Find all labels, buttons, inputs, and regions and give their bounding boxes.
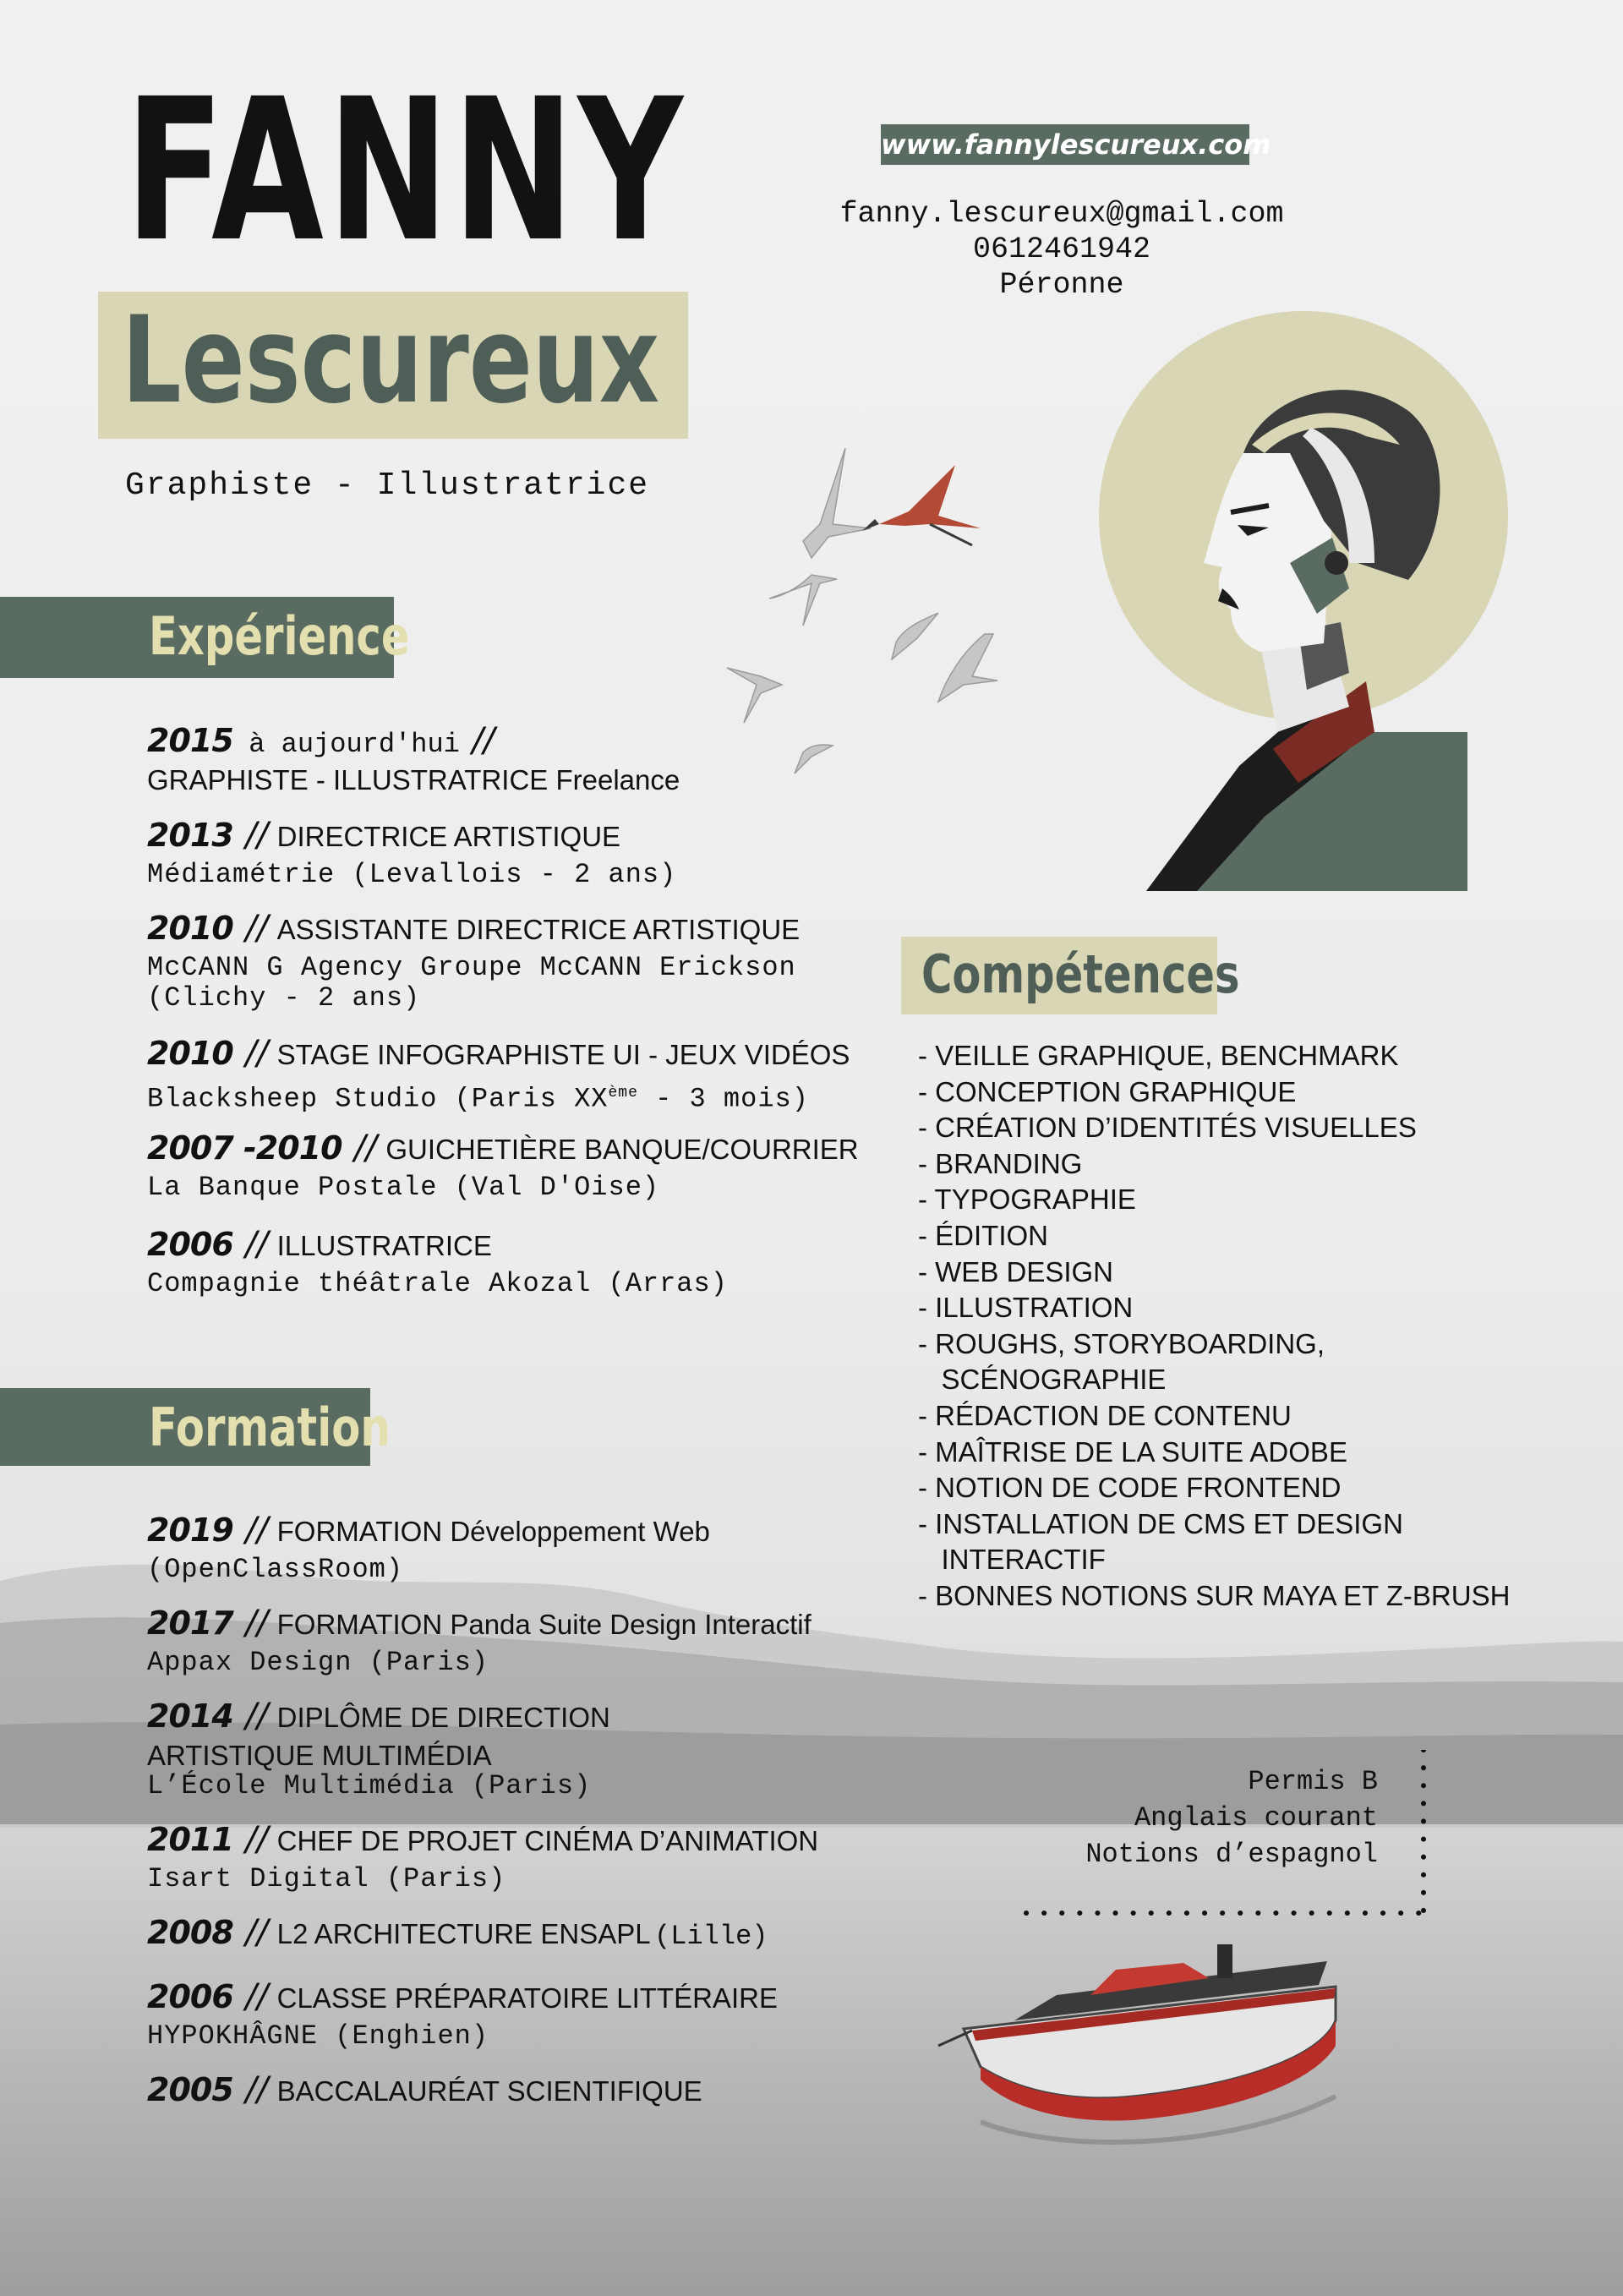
entry-year: 2006 <box>147 1978 233 2015</box>
skill-item: - NOTION DE CODE FRONTEND <box>918 1472 1342 1504</box>
entry-year: 2019 <box>147 1512 233 1549</box>
skill-item: - BONNES NOTIONS SUR MAYA ET Z-BRUSH <box>918 1579 1511 1611</box>
entry-separator: // <box>245 1225 269 1264</box>
entry-year: 2015 <box>147 722 233 759</box>
entry-separator: // <box>353 1129 377 1167</box>
entry-separator: // <box>245 1977 269 2016</box>
entry-role: FORMATION Panda Suite Design Interactif <box>276 1609 812 1640</box>
skill-item: - CONCEPTION GRAPHIQUE <box>918 1075 1297 1107</box>
email-text[interactable]: fanny.lescureux@gmail.com <box>839 197 1284 231</box>
experience-entry-2006 <box>147 1227 874 1299</box>
experience-entry-2010-stage <box>147 1036 874 1115</box>
entry-school: Isart Digital (Paris) <box>147 1863 506 1894</box>
formation-title: Formation <box>149 1397 391 1458</box>
entry-year: 2005 <box>147 2071 233 2108</box>
competences-title: Compétences <box>921 943 1240 1005</box>
entry-separator: // <box>245 2070 269 2109</box>
formation-entry-2017 <box>147 1606 874 1678</box>
last-name: Lescureux <box>122 291 660 430</box>
dotted-frame <box>1019 1750 1434 1919</box>
experience-title: Expérience <box>149 605 410 667</box>
first-name: FANNY <box>125 57 687 285</box>
entry-separator: // <box>245 1511 269 1550</box>
entry-year: 2014 <box>147 1697 233 1735</box>
skill-item: - RÉDACTION DE CONTENU <box>918 1399 1292 1431</box>
formation-entry-2006 <box>147 1977 874 2052</box>
entry-separator: // <box>245 1820 269 1859</box>
entry-role: DIPLÔME DE DIRECTION <box>276 1702 610 1733</box>
experience-entry-2015 <box>147 721 874 795</box>
formation-entry-2008 <box>147 1913 874 1957</box>
skill-item-continued: SCÉNOGRAPHIE <box>918 1364 1167 1396</box>
formation-entry-2005 <box>147 2070 874 2114</box>
entry-school: HYPOKHÂGNE (Enghien) <box>147 2020 489 2052</box>
entry-company: Médiamétrie (Levallois - 2 ans) <box>147 859 677 890</box>
entry-year: 2010 <box>147 1035 233 1072</box>
entry-year: 2013 <box>147 817 233 854</box>
entry-role: GRAPHISTE - ILLUSTRATRICE Freelance <box>147 764 680 795</box>
entry-separator: // <box>245 1697 269 1736</box>
experience-entry-2010-assistante <box>147 911 874 1014</box>
skill-item: - TYPOGRAPHIE <box>918 1184 1136 1216</box>
skill-item: - ÉDITION <box>918 1219 1048 1251</box>
entry-location: (Clichy - 2 ans) <box>147 982 421 1014</box>
entry-year: 2017 <box>147 1604 233 1642</box>
entry-role: FORMATION Développement Web <box>276 1516 710 1547</box>
skill-item: - MAÎTRISE DE LA SUITE ADOBE <box>918 1435 1347 1468</box>
language-spanish: Notions d’espagnol <box>1085 1839 1378 1870</box>
entry-role: CLASSE PRÉPARATOIRE LITTÉRAIRE <box>276 1982 778 2014</box>
experience-entry-2013 <box>147 818 874 890</box>
skill-item: - ROUGHS, STORYBOARDING, <box>918 1327 1325 1359</box>
entry-company: La Banque Postale (Val D'Oise) <box>147 1172 660 1203</box>
entry-role: BACCALAURÉAT SCIENTIFIQUE <box>276 2075 702 2107</box>
formation-entry-2019 <box>147 1513 874 1585</box>
woman-portrait-illustration <box>1096 309 1515 894</box>
entry-year: 2010 <box>147 910 233 947</box>
website-link[interactable]: www.fannylescureux.com <box>881 128 1271 161</box>
skills-list <box>918 1038 1560 1615</box>
entry-separator: // <box>245 1604 269 1643</box>
entry-role: CHEF DE PROJET CINÉMA D’ANIMATION <box>276 1825 819 1856</box>
entry-role: STAGE INFOGRAPHISTE UI - JEUX VIDÉOS <box>276 1039 850 1070</box>
skill-item: - INSTALLATION DE CMS ET DESIGN <box>918 1507 1403 1539</box>
skill-item: - WEB DESIGN <box>918 1255 1114 1287</box>
entry-role: GUICHETIÈRE BANQUE/COURRIER <box>385 1134 859 1165</box>
skill-item: - VEILLE GRAPHIQUE, BENCHMARK <box>918 1040 1399 1071</box>
skill-item: - CRÉATION D’IDENTITÉS VISUELLES <box>918 1112 1417 1144</box>
language-english: Anglais courant <box>1134 1802 1378 1834</box>
entry-location: (Lille) <box>654 1921 768 1952</box>
job-title: Graphiste - Illustratrice <box>125 467 650 504</box>
entry-school: L’École Multimédia (Paris) <box>147 1770 592 1801</box>
formation-entry-2011 <box>147 1820 874 1894</box>
skill-item: - ILLUSTRATION <box>918 1292 1134 1324</box>
entry-school: Appax Design (Paris) <box>147 1647 489 1678</box>
entry-role: ILLUSTRATRICE <box>276 1230 492 1261</box>
entry-year: 2008 <box>147 1914 233 1951</box>
entry-separator: // <box>245 1913 269 1952</box>
entry-school: (OpenClassRoom) <box>147 1554 404 1585</box>
city-text: Péronne <box>999 268 1124 302</box>
red-bird <box>862 465 981 545</box>
skill-item: - BRANDING <box>918 1147 1083 1179</box>
entry-role: L2 ARCHITECTURE ENSAPL <box>276 1918 651 1949</box>
entry-period: à aujourd'hui <box>249 729 460 760</box>
entry-role-continued: ARTISTIQUE MULTIMÉDIA <box>147 1740 492 1771</box>
entry-role: DIRECTRICE ARTISTIQUE <box>276 821 621 852</box>
driving-licence: Permis B <box>1248 1766 1378 1797</box>
entry-year: 2006 <box>147 1226 233 1263</box>
entry-separator: // <box>245 1034 269 1073</box>
entry-company: McCANN G Agency Groupe McCANN Erickson <box>147 952 796 983</box>
phone-text: 0612461942 <box>972 232 1151 266</box>
entry-company: Blacksheep Studio (Paris XXème - 3 mois) <box>147 1083 809 1115</box>
skill-item-continued: INTERACTIF <box>918 1544 1106 1576</box>
formation-entry-2014 <box>147 1699 874 1801</box>
entry-separator: // <box>245 816 269 855</box>
entry-role: ASSISTANTE DIRECTRICE ARTISTIQUE <box>276 914 801 945</box>
entry-company: Compagnie théâtrale Akozal (Arras) <box>147 1268 728 1299</box>
entry-separator: // <box>245 909 269 948</box>
entry-year: 2011 <box>147 1821 233 1858</box>
entry-separator: // <box>472 721 495 760</box>
entry-year: 2007 -2010 <box>147 1129 342 1167</box>
experience-entry-2007 <box>147 1131 874 1203</box>
